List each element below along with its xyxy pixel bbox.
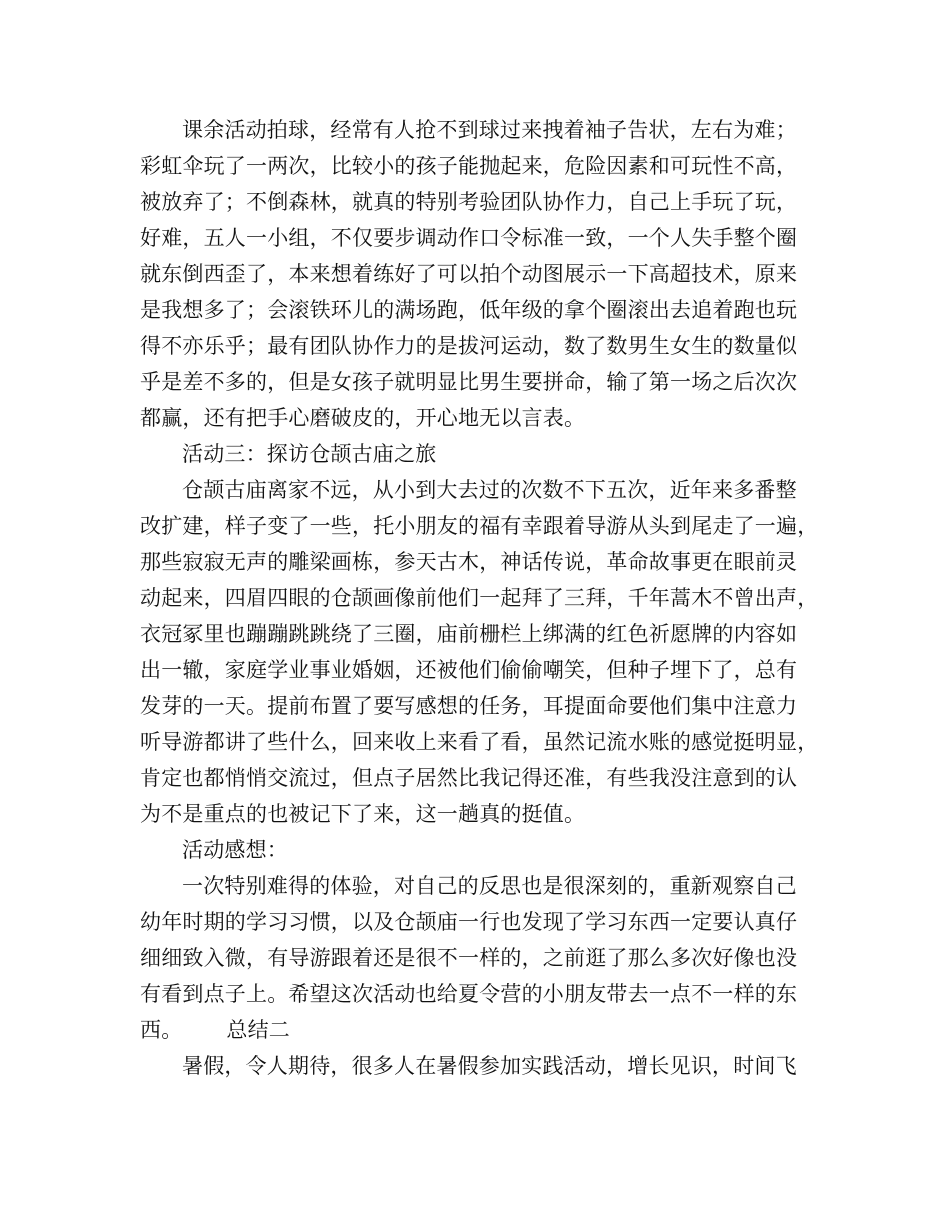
text-line: 衣冠冢里也蹦蹦跳跳绕了三圈，庙前栅栏上绑满的红色祈愿牌的内容如 xyxy=(140,622,798,646)
text-line: 肯定也都悄悄交流过，但点子居然比我记得还准，有些我没注意到的认 xyxy=(140,766,798,790)
text-line: 课余活动拍球，经常有人抢不到球过来拽着袖子告状，左右为难； xyxy=(182,118,797,142)
text-line: 那些寂寂无声的雕梁画栋，参天古木，神话传说，革命故事更在眼前灵 xyxy=(140,550,798,574)
text-line: 被放弃了；不倒森林，就真的特别考验团队协作力，自己上手玩了玩， xyxy=(140,190,798,214)
text-line: 乎是差不多的，但是女孩子就明显比男生要拼命，输了第一场之后次次 xyxy=(140,370,798,394)
text-line: 暑假，令人期待，很多人在暑假参加实践活动，增长见识，时间飞 xyxy=(182,1054,797,1078)
text-line: 有看到点子上。希望这次活动也给夏令营的小朋友带去一点不一样的东 xyxy=(140,982,798,1006)
text-line xyxy=(140,1013,820,1047)
text-line: 为不是重点的也被记下了来，这一趟真的挺值。 xyxy=(140,802,586,826)
section-heading: 活动三：探访仓颉古庙之旅 xyxy=(182,442,437,466)
text-line: 听导游都讲了些什么，回来收上来看了看，虽然记流水账的感觉挺明显， xyxy=(140,730,819,754)
section-heading: 总结二 xyxy=(226,1018,291,1042)
text-line: 彩虹伞玩了一两次，比较小的孩子能抛起来，危险因素和可玩性不高， xyxy=(140,154,798,178)
text-line: 幼年时期的学习习惯，以及仓颉庙一行也发现了学习东西一定要认真仔 xyxy=(140,910,798,934)
section-heading: 活动感想： xyxy=(182,838,288,862)
text-line: 好难，五人一小组，不仅要步调动作口令标准一致，一个人失手整个圈 xyxy=(140,226,798,250)
text-line: 改扩建，样子变了一些，托小朋友的福有幸跟着导游从头到尾走了一遍， xyxy=(140,514,819,538)
text-line-end: 西。 xyxy=(140,1018,183,1042)
text-line: 就东倒西歪了，本来想着练好了可以拍个动图展示一下高超技术，原来 xyxy=(140,262,798,286)
text-line: 发芽的一天。提前布置了要写感想的任务，耳提面命要他们集中注意力 xyxy=(140,694,798,718)
text-line: 仓颉古庙离家不远，从小到大去过的次数不下五次，近年来多番整 xyxy=(182,478,797,502)
text-line: 是我想多了；会滚铁环儿的满场跑，低年级的拿个圈滚出去追着跑也玩 xyxy=(140,298,798,322)
text-line: 得不亦乐乎；最有团队协作力的是拔河运动，数了数男生女生的数量似 xyxy=(140,334,798,358)
text-line: 都赢，还有把手心磨破皮的，开心地无以言表。 xyxy=(140,406,586,430)
text-line: 出一辙，家庭学业事业婚姻，还被他们偷偷嘲笑，但种子埋下了，总有 xyxy=(140,658,798,682)
text-line: 细细致入微，有导游跟着还是很不一样的，之前逛了那么多次好像也没 xyxy=(140,946,798,970)
text-line: 一次特别难得的体验，对自己的反思也是很深刻的，重新观察自己 xyxy=(182,874,797,898)
text-line: 动起来，四眉四眼的仓颉画像前他们一起拜了三拜，千年蒿木不曾出声， xyxy=(140,586,819,610)
